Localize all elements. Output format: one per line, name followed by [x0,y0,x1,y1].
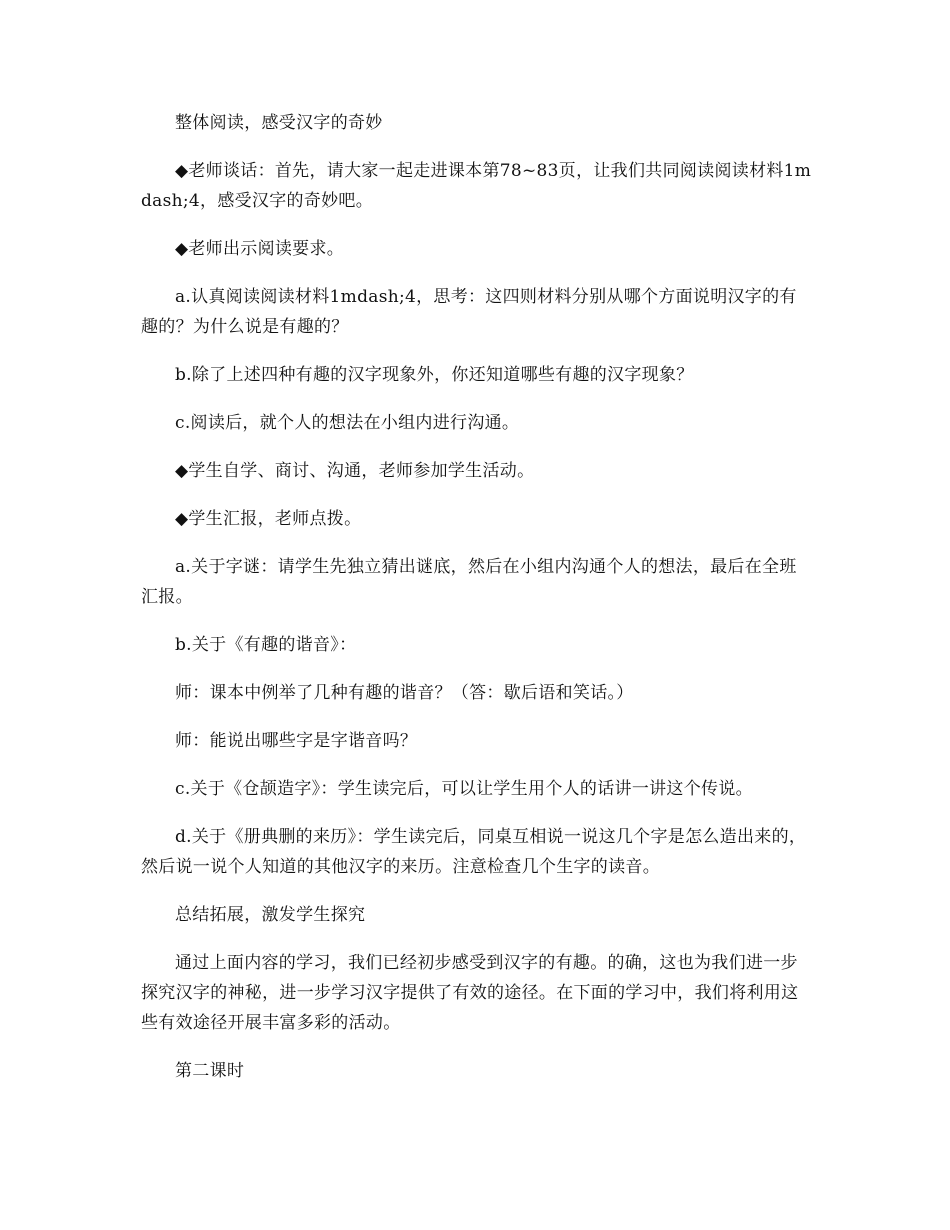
paragraph: a.认真阅读阅读材料1mdash;4，思考：这四则材料分别从哪个方面说明汉字的有趣的？为什么说是有趣的？ [141,287,797,337]
paragraph: ◆老师谈话：首先，请大家一起走进课本第78~83页，让我们共同阅读阅读材料1mdash;4，感受汉字的奇妙吧。 [141,161,812,211]
section-heading: 总结拓展，激发学生探究 [175,905,366,925]
paragraph: c.阅读后，就个人的想法在小组内进行沟通。 [175,413,520,433]
paragraph: 师：课本中例举了几种有趣的谐音？（答：歇后语和笑话。） [175,683,634,703]
section-heading: 第二课时 [175,1061,245,1081]
document-body [141,108,813,1104]
section-heading: 整体阅读，感受汉字的奇妙 [175,113,383,133]
paragraph: d.关于《册典删的来历》：学生读完后，同桌互相说一说这几个字是怎么造出来的，然后说一说个人知道的其他汉字的来历。注意检查几个生字的读音。 [141,827,807,877]
paragraph: ◆学生自学、商讨、沟通，老师参加学生活动。 [175,461,535,481]
paragraph: a.关于字谜：请学生先独立猜出谜底，然后在小组内沟通个人的想法，最后在全班汇报。 [141,557,797,607]
paragraph: b.关于《有趣的谐音》： [175,635,357,655]
paragraph: b.除了上述四种有趣的汉字现象外，你还知道哪些有趣的汉字现象？ [175,365,694,385]
paragraph: c.关于《仓颉造字》：学生读完后，可以让学生用个人的话讲一讲这个传说。 [175,779,753,799]
paragraph: 通过上面内容的学习，我们已经初步感受到汉字的有趣。的确，这也为我们进一步探究汉字的神秘，进一步学习汉字提供了有效的途径。在下面的学习中，我们将利用这些有效途径开展丰富多彩的活动。 [141,953,799,1033]
paragraph: ◆学生汇报，老师点拨。 [175,509,362,529]
paragraph: ◆老师出示阅读要求。 [175,239,345,259]
paragraph: 师：能说出哪些字是字谐音吗？ [175,731,418,751]
